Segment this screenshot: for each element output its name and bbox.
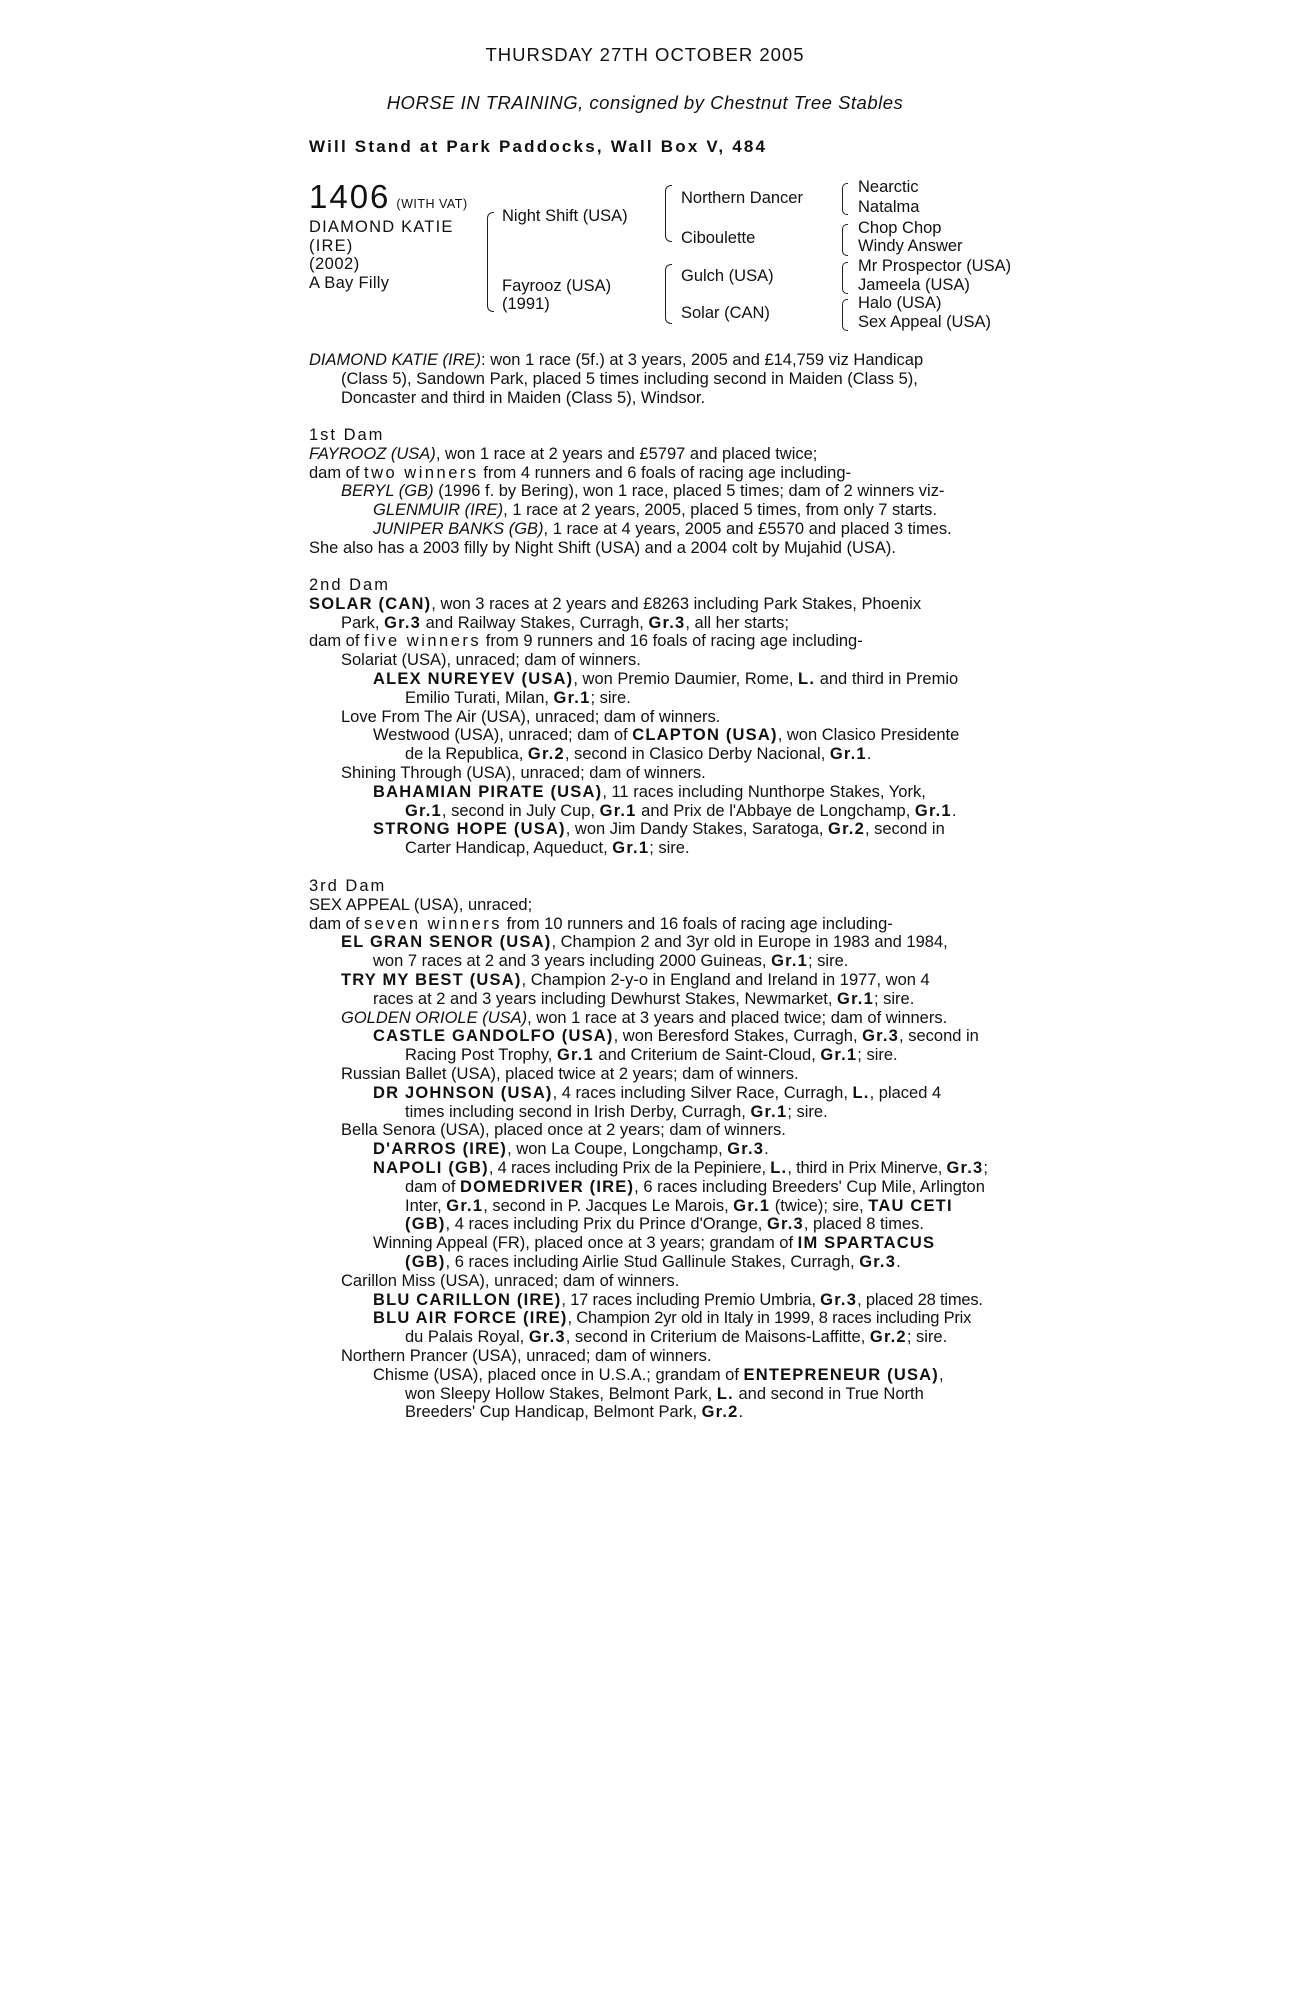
entry-text: dam of	[309, 463, 365, 482]
horse-name: EL GRAN SENOR (USA)	[341, 933, 552, 952]
entry-text: .	[764, 1140, 769, 1159]
entry-text: , won 1 race at 3 years and placed twice; dam of winners.	[527, 1008, 948, 1027]
grade: Gr.3	[528, 1328, 566, 1347]
entry-text: ;	[983, 1158, 988, 1177]
horse-country: (IRE)	[309, 236, 354, 255]
winners-count: seven winners	[364, 914, 503, 933]
horse-name: FAYROOZ (USA)	[309, 444, 436, 463]
grade: Gr.3	[820, 1290, 858, 1309]
horse-year: (2002)	[309, 255, 360, 273]
entry-text: (1996 f. by Bering), won 1 race, placed 5 times; dam of 2 winners viz-	[433, 482, 945, 501]
grade: Gr.3	[384, 613, 422, 632]
pedigree-dsd: Jameela (USA)	[858, 276, 970, 294]
grade: Gr.1	[446, 1196, 484, 1215]
horse-name: CASTLE GANDOLFO (USA)	[373, 1027, 614, 1046]
entry-text: , won Beresford Stakes, Curragh,	[613, 1027, 863, 1046]
produce-entry	[309, 482, 1009, 501]
entry-text: ; sire.	[873, 989, 915, 1008]
entry-text: ; sire.	[590, 688, 631, 707]
pedigree-sss: Nearctic	[858, 178, 919, 196]
third-dam-section	[309, 877, 1009, 1422]
grade: Gr.3	[766, 1215, 804, 1234]
entry-text: .	[951, 801, 957, 820]
pedigree-sire: Night Shift (USA)	[502, 207, 628, 225]
grade: Gr.1	[556, 1046, 594, 1065]
entry-text: , second in July Cup,	[441, 801, 600, 820]
entry-text: du Palais Royal,	[405, 1328, 529, 1347]
entry-text: Chisme (USA), placed once in U.S.A.; grandam of	[373, 1365, 744, 1384]
entry-text: , second in Clasico Derby Nacional,	[564, 745, 830, 764]
grade: Gr.1	[750, 1102, 788, 1121]
entry-text: from 10 runners and 16 foals of racing age including-	[502, 914, 893, 933]
entry-text: from 4 runners and 6 foals of racing age including-	[478, 463, 852, 482]
brace-g3	[842, 262, 848, 294]
grade: Gr.2	[701, 1403, 739, 1422]
horse-name: BAHAMIAN PIRATE (USA)	[373, 782, 603, 801]
entry-text: , third in Prix Minerve,	[787, 1158, 947, 1177]
pedigree-dam-sire: Gulch (USA)	[681, 267, 774, 285]
entry-text: Love From The Air (USA), unraced; dam of winners.	[341, 707, 721, 726]
entry-text: ; sire.	[808, 952, 849, 971]
entry-text: , second in Criterium de Maisons-Laffitte,	[565, 1328, 870, 1347]
horse-name: BERYL (GB)	[341, 482, 434, 501]
pedigree-sds: Chop Chop	[858, 219, 942, 237]
horse-description: A Bay Filly	[309, 273, 390, 292]
grade: Gr.1	[837, 989, 874, 1008]
first-dam-section	[309, 426, 1009, 558]
grade: Gr.2	[869, 1328, 907, 1347]
entry-text: SEX APPEAL (USA), unraced;	[309, 895, 533, 914]
grade: Gr.2	[828, 820, 865, 839]
entry-text: ; sire.	[649, 839, 690, 858]
grade: Gr.3	[946, 1158, 984, 1177]
entry-text: ,	[939, 1365, 944, 1384]
horse-name: STRONG HOPE (USA)	[373, 820, 566, 839]
entry-text: , won 1 race at 2 years and £5797 and placed twice;	[435, 444, 818, 463]
produce-entry	[309, 520, 1009, 539]
dam-entry	[309, 445, 1009, 464]
entry-text: She also has a 2003 filly by Night Shift (USA) and a 2004 colt by Mujahid (USA).	[309, 538, 896, 557]
record-line: Doncaster and third in Maiden (Class 5), Windsor.	[341, 388, 706, 407]
entry-text: , second in	[864, 820, 945, 839]
entry-text: , 4 races including Silver Race, Curragh,	[552, 1083, 853, 1102]
horse-name: ALEX NUREYEV (USA)	[373, 669, 574, 688]
entry-text: , won 3 races at 2 years and £8263 including Park Stakes, Phoenix	[431, 594, 922, 613]
horse-name: BLU AIR FORCE (IRE)	[373, 1309, 568, 1328]
grade: L.	[770, 1158, 788, 1177]
entry-text: ; sire.	[857, 1046, 898, 1065]
horse-name: (GB)	[405, 1252, 446, 1271]
entry-text: Racing Post Trophy,	[405, 1046, 557, 1065]
horse-name: TRY MY BEST (USA)	[341, 970, 522, 989]
dam-line-brace	[665, 264, 672, 324]
grade: Gr.1	[771, 952, 808, 971]
racing-record	[309, 351, 1009, 407]
pedigree-ddd: Sex Appeal (USA)	[858, 313, 991, 331]
section-heading: 2nd Dam	[309, 576, 390, 594]
entry-text: Westwood (USA), unraced; dam of	[373, 726, 633, 745]
sire-dam-brace	[487, 212, 494, 312]
entry-text: , 1 race at 4 years, 2005 and £5570 and placed 3 times.	[543, 519, 952, 538]
winners-count: five winners	[364, 632, 482, 651]
entry-text: Emilio Turati, Milan,	[405, 688, 554, 707]
section-heading: 1st Dam	[309, 426, 385, 444]
grade: Gr.1	[914, 801, 952, 820]
brace-g2	[842, 224, 848, 256]
grade: Gr.3	[727, 1140, 765, 1159]
brace-g4	[842, 299, 848, 331]
entry-text: de la Republica,	[405, 745, 528, 764]
entry-text: (twice); sire,	[770, 1196, 869, 1215]
horse-details	[309, 218, 454, 292]
grade: Gr.1	[599, 801, 637, 820]
entry-text: , Champion 2yr old in Italy in 1999, 8 races including Prix	[567, 1309, 972, 1328]
horse-name: DOMEDRIVER (IRE)	[460, 1177, 635, 1196]
pedigree-dam: Fayrooz (USA)	[502, 277, 612, 295]
entry-text: ; sire.	[787, 1102, 828, 1121]
entry-text: , won Jim Dandy Stakes, Saratoga,	[565, 820, 829, 839]
pedigree-dam-dam: Solar (CAN)	[681, 304, 770, 322]
grade: Gr.3	[859, 1252, 897, 1271]
entry-text: , placed 4	[869, 1083, 942, 1102]
entry-text: .	[866, 745, 872, 764]
entry-text: times including second in Irish Derby, Curragh,	[405, 1102, 751, 1121]
entry-text: Solariat (USA), unraced; dam of winners.	[341, 651, 641, 670]
consignor-line: HORSE IN TRAINING, consigned by Chestnut Tree Stables	[386, 92, 904, 113]
stand-location: Will Stand at Park Paddocks, Wall Box V, 484	[309, 137, 768, 156]
horse-name: ENTEPRENEUR (USA)	[743, 1365, 939, 1384]
horse-name-italic: DIAMOND KATIE (IRE)	[309, 351, 482, 369]
entry-text: dam of	[405, 1177, 461, 1196]
grade: Gr.1	[612, 839, 650, 858]
horse-name: TAU CETI	[868, 1196, 953, 1215]
grade: Gr.1	[405, 801, 442, 820]
entry-text: and Prix de l'Abbaye de Longchamp,	[636, 801, 915, 820]
entry-text: , all her starts;	[685, 613, 789, 632]
entry-text: and Railway Stakes, Curragh,	[421, 613, 649, 632]
grade: Gr.1	[733, 1196, 771, 1215]
entry-text: won 7 races at 2 and 3 years including 2000 Guineas,	[373, 952, 772, 971]
grade: Gr.3	[648, 613, 686, 632]
record-line: (Class 5), Sandown Park, placed 5 times including second in Maiden (Class 5),	[341, 369, 918, 388]
grade: L.	[798, 669, 816, 688]
entry-text: ; sire.	[906, 1328, 948, 1347]
entry-text: , 17 races including Premio Umbria,	[561, 1290, 821, 1309]
pedigree-dam-year: (1991)	[502, 295, 550, 313]
entry-text: Winning Appeal (FR), placed once at 3 years; grandam of	[373, 1234, 798, 1253]
entry-text: , second in	[899, 1027, 979, 1046]
horse-name: DIAMOND KATIE	[309, 218, 454, 236]
grade: Gr.3	[862, 1027, 900, 1046]
section-heading: 3rd Dam	[309, 877, 387, 895]
entry-text: , 6 races including Breeders' Cup Mile, Arlington	[634, 1177, 985, 1196]
pedigree-sire-sire: Northern Dancer	[681, 189, 803, 207]
pedigree-ssd: Natalma	[858, 198, 920, 216]
entry-text: , 4 races including Prix de la Pepiniere,	[488, 1158, 771, 1177]
entry-text: Breeders' Cup Handicap, Belmont Park,	[405, 1403, 702, 1422]
entry-text: races at 2 and 3 years including Dewhurst Stakes, Newmarket,	[373, 989, 838, 1008]
entry-text: and Criterium de Saint-Cloud,	[593, 1046, 821, 1065]
grade: L.	[716, 1384, 734, 1403]
horse-name: NAPOLI (GB)	[373, 1158, 489, 1177]
entry-text: , placed 28 times.	[857, 1290, 983, 1309]
entry-text: , placed 8 times.	[803, 1215, 924, 1234]
lot-heading	[309, 180, 468, 214]
vat-note: (WITH VAT)	[396, 197, 468, 211]
entry-text: and second in True North	[733, 1384, 924, 1403]
grade: Gr.1	[553, 688, 591, 707]
horse-name: GLENMUIR (IRE)	[373, 501, 504, 520]
winners-count: two winners	[364, 463, 479, 482]
horse-name: (GB)	[405, 1215, 446, 1234]
lot-number: 1406	[309, 178, 391, 215]
entry-text: Carillon Miss (USA), unraced; dam of winners.	[341, 1271, 680, 1290]
entry-text: , Champion 2-y-o in England and Ireland in 1977, won 4	[521, 970, 930, 989]
pedigree-sire-dam: Ciboulette	[681, 229, 756, 247]
pedigree-dds: Halo (USA)	[858, 294, 942, 312]
entry-text: , second in P. Jacques Le Marois,	[483, 1196, 734, 1215]
entry-text: , 11 races including Nunthorpe Stakes, York,	[602, 782, 926, 801]
entry-text: , 4 races including Prix du Prince d'Orange,	[445, 1215, 767, 1234]
entry-text: , won Clasico Presidente	[777, 726, 960, 745]
entry-text: from 9 runners and 16 foals of racing age including-	[481, 632, 863, 651]
grade: Gr.1	[829, 745, 867, 764]
grade: Gr.2	[527, 745, 565, 764]
entry-text: , won Premio Daumier, Rome,	[573, 669, 799, 688]
horse-name: IM SPARTACUS	[797, 1234, 936, 1253]
horse-name: DR JOHNSON (USA)	[373, 1083, 553, 1102]
entry-text: .	[738, 1403, 744, 1422]
entry-text: Shining Through (USA), unraced; dam of winners.	[341, 763, 706, 782]
entry-text: , Champion 2 and 3yr old in Europe in 1983 and 1984,	[551, 933, 948, 952]
sire-line-brace	[665, 185, 672, 242]
grade: Gr.1	[820, 1046, 858, 1065]
horse-name: BLU CARILLON (IRE)	[373, 1290, 562, 1309]
pedigree-dss: Mr Prospector (USA)	[858, 257, 1012, 275]
dam-produce	[309, 464, 1009, 483]
sale-date: THURSDAY 27TH OCTOBER 2005	[485, 44, 805, 65]
entry-text: Northern Prancer (USA), unraced; dam of winners.	[341, 1346, 712, 1365]
entry-text: .	[896, 1252, 901, 1271]
grade: L.	[852, 1083, 870, 1102]
horse-name: JUNIPER BANKS (GB)	[373, 519, 544, 538]
horse-name: GOLDEN ORIOLE (USA)	[341, 1008, 528, 1027]
entry-text: dam of	[309, 632, 365, 651]
entry-text: Inter,	[405, 1196, 447, 1215]
second-dam-section	[309, 576, 1009, 858]
produce-entry	[309, 501, 1009, 520]
entry-text: Park,	[341, 613, 385, 632]
brace-g1	[842, 183, 848, 215]
horse-name: SOLAR (CAN)	[309, 594, 432, 613]
entry-text: , won La Coupe, Longchamp,	[507, 1140, 728, 1159]
entry-text: dam of	[309, 914, 365, 933]
entry-text: , 1 race at 2 years, 2005, placed 5 times, from only 7 starts.	[503, 501, 937, 520]
entry-text: won Sleepy Hollow Stakes, Belmont Park,	[405, 1384, 717, 1403]
pedigree-sdd: Windy Answer	[858, 237, 963, 255]
record-text: : won 1 race (5f.) at 3 years, 2005 and £14,759 viz Handicap	[481, 351, 924, 369]
entry-text: Carter Handicap, Aqueduct,	[405, 839, 613, 858]
entry-text: Russian Ballet (USA), placed twice at 2 years; dam of winners.	[341, 1064, 799, 1083]
entry-text: Bella Senora (USA), placed once at 2 years; dam of winners.	[341, 1121, 786, 1140]
entry-text: and third in Premio	[815, 669, 959, 688]
horse-name: CLAPTON (USA)	[632, 726, 778, 745]
entry-text: , 6 races including Airlie Stud Gallinule Stakes, Curragh,	[445, 1252, 860, 1271]
horse-name: D'ARROS (IRE)	[373, 1140, 508, 1159]
